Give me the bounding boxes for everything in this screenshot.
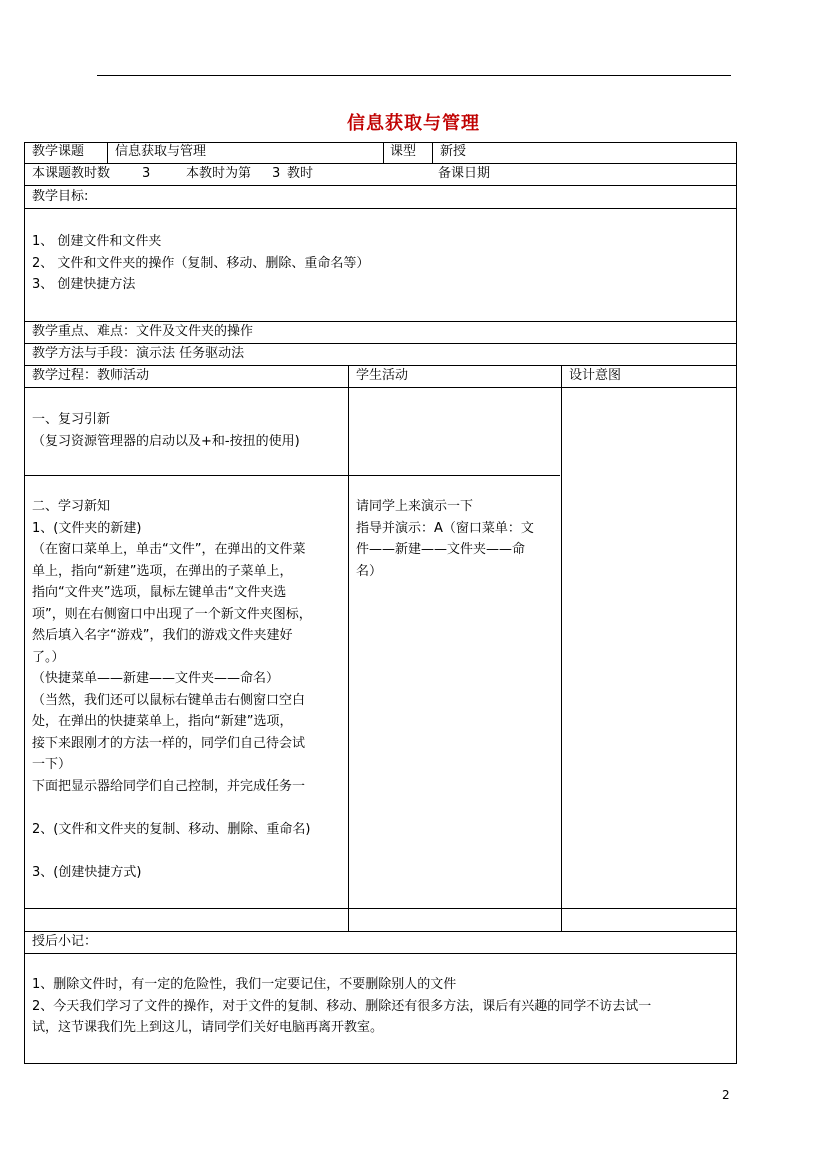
page-number: 2 bbox=[722, 1088, 730, 1102]
row-divider bbox=[24, 163, 737, 164]
objective-item: 1、 创建文件和文件夹 bbox=[32, 234, 162, 249]
student-line: 名） bbox=[356, 563, 383, 579]
objective-item: 2、 文件和文件夹的操作（复制、移动、删除、重命名等） bbox=[32, 255, 370, 271]
current-hour-unit: 教时 bbox=[287, 166, 314, 181]
table-border-bottom bbox=[24, 1063, 737, 1064]
afterword-line: 试，这节课我们先上到这儿，请同学们关好电脑再离开教室。 bbox=[32, 1020, 384, 1035]
teacher-line: 一下） bbox=[32, 757, 72, 772]
teaching-methods: 教学方法与手段：演示法 任务驱动法 bbox=[32, 346, 245, 361]
lesson-plan-table bbox=[24, 142, 737, 1064]
key-points: 教学重点、难点：文件及文件夹的操作 bbox=[32, 324, 254, 339]
teacher-line: 接下来跟刚才的方法一样的，同学们自己待会试 bbox=[32, 735, 306, 751]
teacher-line: （快捷菜单——新建——文件夹——命名） bbox=[32, 671, 280, 686]
row-divider bbox=[24, 953, 737, 954]
teacher-line: 单上，指向“新建”选项，在弹出的子菜单上， bbox=[32, 563, 293, 579]
teacher-line: 1、(文件夹的新建) bbox=[32, 520, 142, 536]
objectives-list bbox=[32, 231, 369, 296]
topic-label: 教学课题 bbox=[32, 144, 85, 159]
row-divider bbox=[24, 475, 560, 476]
review-line: （复习资源管理器的启动以及+和-按扭的使用) bbox=[32, 433, 300, 449]
design-intent-header: 设计意图 bbox=[569, 368, 622, 383]
col-divider bbox=[561, 365, 562, 931]
student-activity-section bbox=[356, 496, 534, 582]
table-border-right bbox=[736, 142, 737, 1064]
review-section bbox=[32, 409, 300, 452]
header-rule bbox=[97, 75, 731, 76]
total-hours-value: 3 bbox=[142, 166, 151, 181]
row-divider bbox=[24, 185, 737, 186]
col-divider bbox=[432, 142, 433, 163]
teacher-line: 项”，则在右侧窗口中出现了一个新文件夹图标， bbox=[32, 606, 312, 622]
afterword-line: 2、今天我们学习了文件的操作，对于文件的复制、移动、删除还有很多方法，课后有兴趣的同学不访去试一 bbox=[32, 998, 652, 1014]
new-knowledge-section bbox=[32, 496, 312, 883]
teacher-line bbox=[32, 840, 312, 862]
total-hours-label: 本课题教时数 bbox=[32, 166, 111, 181]
student-line: 指导并演示：A（窗口菜单：文 bbox=[356, 520, 534, 536]
row-divider bbox=[24, 208, 737, 209]
current-hour-label: 本教时为第 bbox=[186, 166, 252, 181]
review-line: 一、复习引新 bbox=[32, 412, 111, 427]
teacher-line: 3、(创建快捷方式) bbox=[32, 864, 142, 880]
objective-item: 3、 创建快捷方法 bbox=[32, 277, 136, 292]
student-line: 件——新建——文件夹——命 bbox=[356, 542, 526, 557]
teacher-line: 了。） bbox=[32, 649, 65, 665]
document-title: 信息获取与管理 bbox=[347, 113, 480, 134]
teacher-line: 下面把显示器给同学们自己控制，并完成任务一 bbox=[32, 778, 306, 794]
current-hour-value: 3 bbox=[272, 166, 281, 181]
teacher-line: 然后填入名字“游戏”，我们的游戏文件夹建好 bbox=[32, 628, 293, 643]
student-activity-header: 学生活动 bbox=[356, 368, 409, 383]
table-border-left bbox=[24, 142, 25, 1064]
teacher-line: 处，在弹出的快捷菜单上，指向“新建”选项， bbox=[32, 714, 293, 729]
row-divider bbox=[24, 931, 737, 932]
type-label: 课型 bbox=[390, 144, 417, 159]
teacher-line: （当然，我们还可以鼠标右键单击右侧窗口空白 bbox=[32, 692, 306, 708]
col-divider bbox=[348, 365, 349, 931]
row-divider bbox=[24, 908, 737, 909]
afterword-heading: 授后小记： bbox=[32, 934, 98, 949]
col-divider bbox=[383, 142, 384, 163]
type-value: 新授 bbox=[440, 144, 467, 159]
teacher-line: （在窗口菜单上，单击“文件”，在弹出的文件菜 bbox=[32, 542, 306, 557]
prep-date-label: 备课日期 bbox=[438, 166, 491, 181]
topic-value: 信息获取与管理 bbox=[115, 144, 207, 159]
student-line: 请同学上来演示一下 bbox=[356, 499, 474, 514]
teacher-line: 二、学习新知 bbox=[32, 499, 111, 514]
col-divider bbox=[107, 142, 108, 163]
afterword-line: 1、删除文件时，有一定的危险性，我们一定要记住，不要删除别人的文件 bbox=[32, 977, 457, 992]
teacher-line: 2、(文件和文件夹的复制、移动、删除、重命名) bbox=[32, 821, 311, 837]
objectives-heading: 教学目标: bbox=[32, 189, 89, 204]
afterword-notes bbox=[32, 974, 651, 1039]
teacher-line bbox=[32, 797, 312, 819]
teacher-activity-header: 教学过程：教师活动 bbox=[32, 368, 150, 383]
teacher-line: 指向“文件夹”选项，鼠标左键单击“文件夹选 bbox=[32, 585, 287, 600]
row-divider bbox=[24, 387, 737, 388]
